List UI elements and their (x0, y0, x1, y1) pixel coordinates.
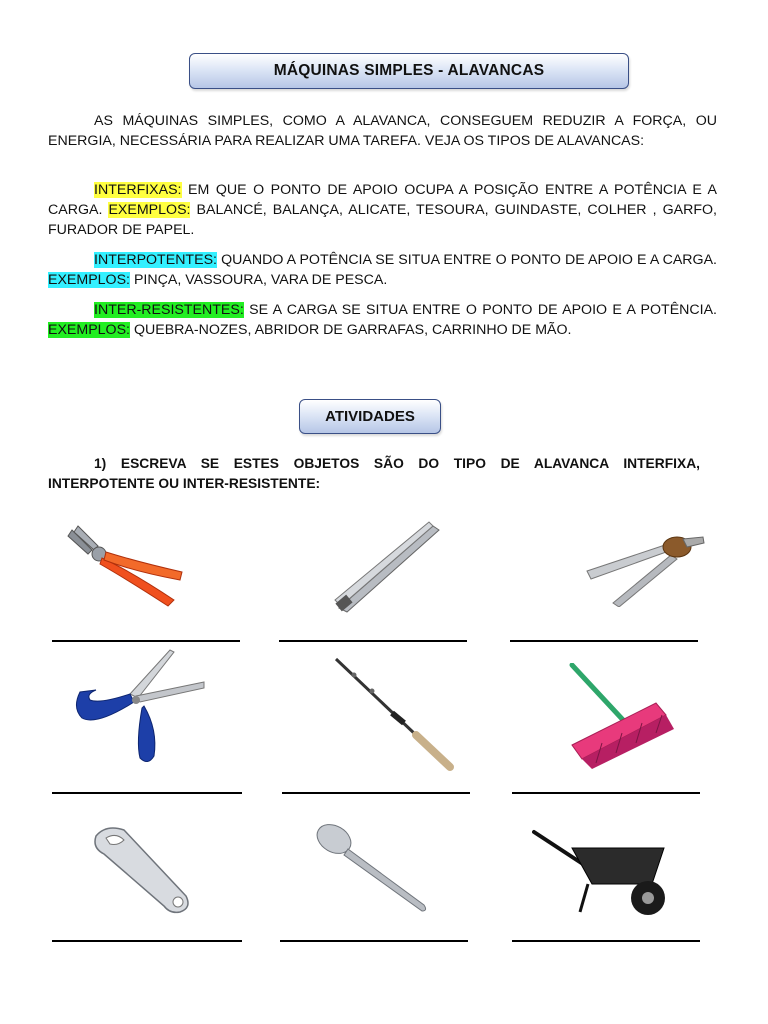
activities-title: ATIVIDADES (299, 399, 441, 434)
question-1 (48, 454, 700, 494)
type-inter-resistentes (48, 300, 717, 340)
answer-line-5[interactable] (282, 792, 470, 794)
broom-image (566, 663, 678, 771)
type-description: EM QUE O PONTO DE APOIO OCUPA A POSIÇÃO ENTRE A POTÊNCIA E A CARGA. (48, 182, 717, 218)
bottle-opener-image (88, 822, 198, 916)
examples-label: EXEMPLOS: (48, 322, 131, 338)
page-title: MÁQUINAS SIMPLES - ALAVANCAS (189, 53, 629, 89)
answer-line-1[interactable] (52, 640, 240, 642)
type-description: QUANDO A POTÊNCIA SE SITUA ENTRE O PONTO DE APOIO E A CARGA. (216, 252, 717, 268)
scissors-image (70, 646, 208, 766)
answer-line-2[interactable] (279, 640, 467, 642)
answer-line-9[interactable] (512, 940, 700, 942)
pliers-image (62, 522, 187, 607)
type-interfixas (48, 180, 717, 240)
answer-line-7[interactable] (52, 940, 242, 942)
answer-line-6[interactable] (512, 792, 700, 794)
examples-list: PINÇA, VASSOURA, VARA DE PESCA. (130, 272, 388, 288)
question-text: 1) ESCREVA SE ESTES OBJETOS SÃO DO TIPO DE ALAVANCA INTERFIXA, INTERPOTENTE OU INTER-RESISTENTE: (48, 456, 700, 491)
intro-paragraph (48, 111, 717, 151)
tweezers-image (333, 520, 445, 616)
examples-label: EXEMPLOS: (48, 272, 131, 288)
answer-line-4[interactable] (52, 792, 242, 794)
examples-label: EXEMPLOS: (108, 202, 191, 218)
type-name: INTER-RESISTENTES: (94, 302, 244, 318)
examples-list: QUEBRA-NOZES, ABRIDOR DE GARRAFAS, CARRINHO DE MÃO. (130, 322, 572, 338)
answer-line-8[interactable] (280, 940, 468, 942)
wheelbarrow-image (532, 826, 672, 920)
nutcracker-image (583, 527, 708, 607)
type-interpotentes (48, 250, 717, 290)
answer-line-3[interactable] (510, 640, 698, 642)
type-name: INTERFIXAS: (94, 182, 182, 198)
type-name: INTERPOTENTES: (94, 252, 217, 268)
type-description: SE A CARGA SE SITUA ENTRE O PONTO DE APOIO E A POTÊNCIA. (243, 302, 717, 318)
fishing-rod-image (332, 655, 458, 773)
spoon-image (312, 821, 432, 913)
examples-list: BALANCÉ, BALANÇA, ALICATE, TESOURA, GUINDASTE, COLHER , GARFO, FURADOR DE PAPEL. (48, 202, 717, 238)
intro-text: AS MÁQUINAS SIMPLES, COMO A ALAVANCA, CONSEGUEM REDUZIR A FORÇA, OU ENERGIA, NECESSÁRIA PARA REALIZAR UMA TAREFA. VEJA OS TIPOS DE ALAVANCAS: (48, 113, 717, 149)
